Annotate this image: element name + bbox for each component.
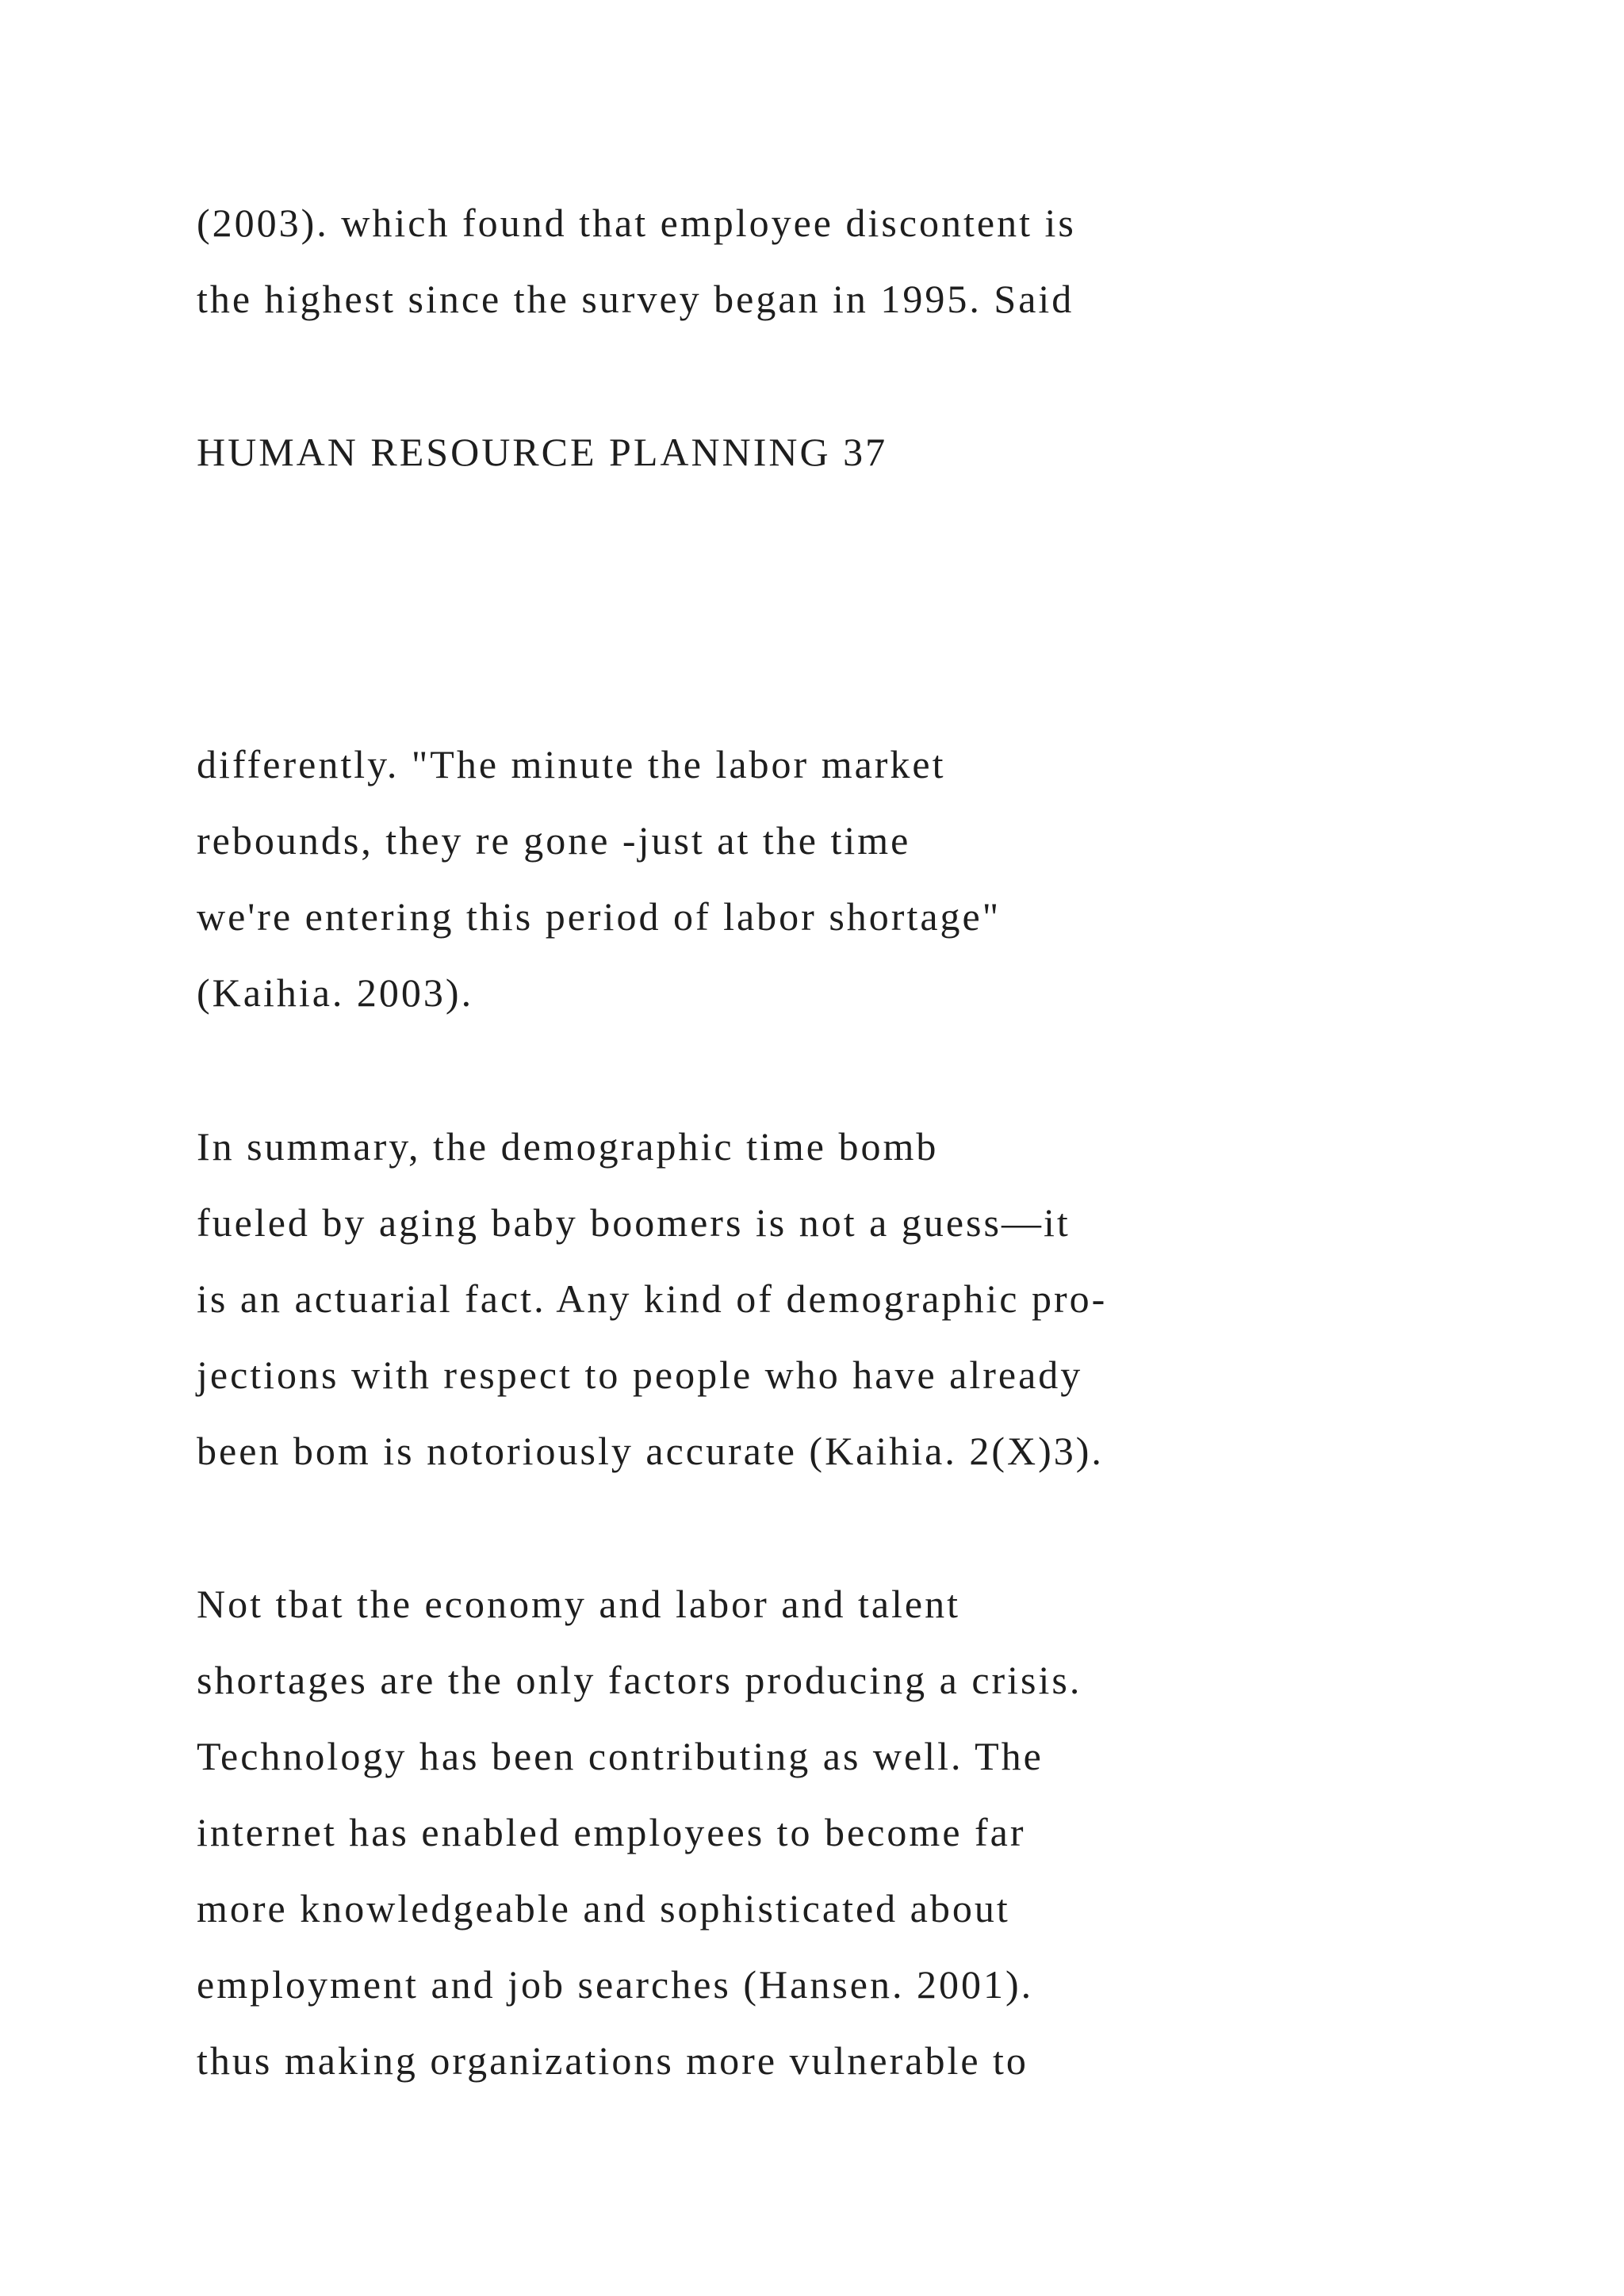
text-line: fueled by aging baby boomers is not a guess—it — [197, 1200, 1071, 1245]
text-line: Not tbat the economy and labor and talent — [197, 1582, 961, 1626]
text-line: rebounds, they re gone -just at the time — [197, 818, 911, 863]
text-line: (Kaihia. 2003). — [197, 970, 474, 1015]
text-line: In summary, the demographic time bomb — [197, 1124, 939, 1169]
text-line: we're entering this period of labor shortage" — [197, 894, 1002, 939]
text-line: thus making organizations more vulnerable to — [197, 2038, 1028, 2083]
text-line: shortages are the only factors producing a crisis. — [197, 1658, 1082, 1702]
text-line: differently. "The minute the labor market — [197, 742, 946, 786]
text-line: the highest since the survey began in 1995. Said — [197, 277, 1074, 321]
text-line: internet has enabled employees to become far — [197, 1810, 1026, 1854]
text-line: Technology has been contributing as well. The — [197, 1734, 1044, 1778]
text-line: jections with respect to people who have already — [197, 1353, 1083, 1397]
text-line: more knowledgeable and sophisticated about — [197, 1886, 1010, 1931]
text-line: (2003). which found that employee discontent is — [197, 201, 1076, 245]
text-line: is an actuarial fact. Any kind of demographic pro- — [197, 1276, 1108, 1321]
text-line: been bom is notoriously accurate (Kaihia. 2(X)3). — [197, 1429, 1104, 1473]
text-line: employment and job searches (Hansen. 2001). — [197, 1962, 1034, 2007]
running-header: HUMAN RESOURCE PLANNING 37 — [197, 430, 888, 474]
